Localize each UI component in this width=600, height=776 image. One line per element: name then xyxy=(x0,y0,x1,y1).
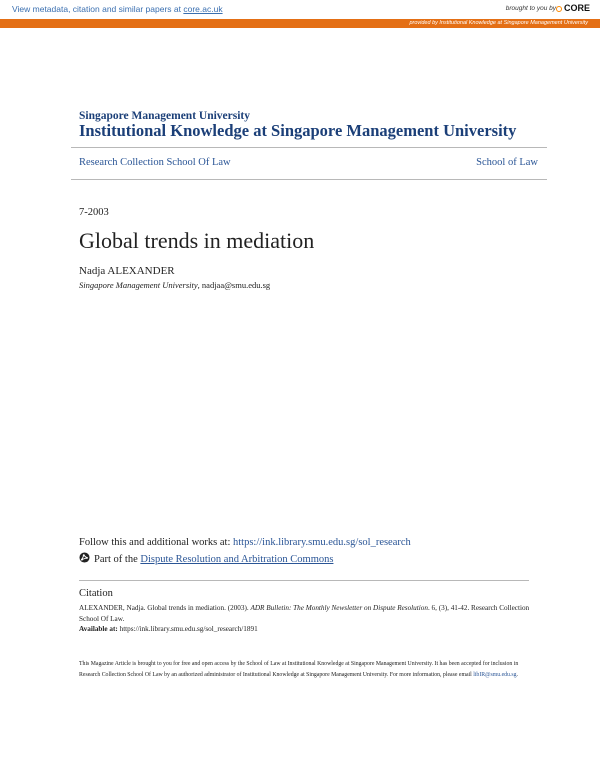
available-label: Available at: xyxy=(79,625,118,633)
citation-text xyxy=(79,603,539,625)
core-logo[interactable] xyxy=(556,3,590,13)
repository-name[interactable]: Institutional Knowledge at Singapore Management University xyxy=(79,121,517,140)
document-title: Global trends in mediation xyxy=(79,228,315,253)
citation-suffix: . 6, (3), 41-42. Research Collection School Of Law. xyxy=(79,604,530,623)
contact-email-link[interactable]: libIR@smu.edu.sg xyxy=(473,672,517,678)
university-name[interactable]: Singapore Management University xyxy=(79,110,251,122)
divider xyxy=(79,580,529,581)
open-access-notice xyxy=(79,659,529,681)
notice-text: This Magazine Article is brought to you for free and open access by the School of Law at Institutional Knowledge at Singapore Management University. It has been accepted for inclusion in Research Collection School Of Law by an authorized administrator of Institutional Knowledge at Singapore Management University. For more information, please email xyxy=(79,661,519,678)
core-view-text: View metadata, citation and similar papers at xyxy=(12,4,184,14)
affiliation-email: , nadjaa@smu.edu.sg xyxy=(197,280,271,290)
follow-url-link[interactable]: https://ink.library.smu.edu.sg/sol_research xyxy=(233,537,411,548)
follow-line xyxy=(79,537,411,548)
core-logo-text: CORE xyxy=(563,3,590,13)
affiliation-institution: Singapore Management University xyxy=(79,280,198,290)
provided-by-bar xyxy=(0,19,600,28)
citation-prefix: ALEXANDER, Nadja. Global trends in mediation. (2003). xyxy=(79,604,251,612)
citation-journal: ADR Bulletin: The Monthly Newsletter on Dispute Resolution xyxy=(250,604,428,612)
brought-to-you-text: brought to you by xyxy=(505,5,556,12)
publication-date: 7-2003 xyxy=(79,207,109,218)
notice-end: . xyxy=(516,672,518,678)
author-name: Nadja ALEXANDER xyxy=(79,265,175,277)
available-url[interactable]: https://ink.library.smu.edu.sg/sol_research/1891 xyxy=(117,625,258,633)
core-logo-icon xyxy=(556,6,562,12)
divider xyxy=(71,179,547,180)
core-banner xyxy=(0,0,600,19)
citation-heading: Citation xyxy=(79,588,113,599)
author-affiliation xyxy=(79,280,270,290)
core-view-link[interactable] xyxy=(12,4,223,14)
collection-link[interactable]: Research Collection School Of Law xyxy=(79,157,231,168)
commons-link[interactable]: Dispute Resolution and Arbitration Commons xyxy=(140,554,334,565)
commons-network-icon xyxy=(79,552,90,563)
provided-by-text: provided by Institutional Knowledge at Singapore Management University xyxy=(409,20,588,26)
available-at-line xyxy=(79,625,258,633)
core-link[interactable]: core.ac.uk xyxy=(183,4,223,14)
divider xyxy=(71,147,547,148)
school-link[interactable]: School of Law xyxy=(476,157,538,168)
follow-text: Follow this and additional works at: xyxy=(79,537,233,548)
part-of-text: Part of the xyxy=(94,554,141,565)
part-of-line xyxy=(79,552,333,565)
